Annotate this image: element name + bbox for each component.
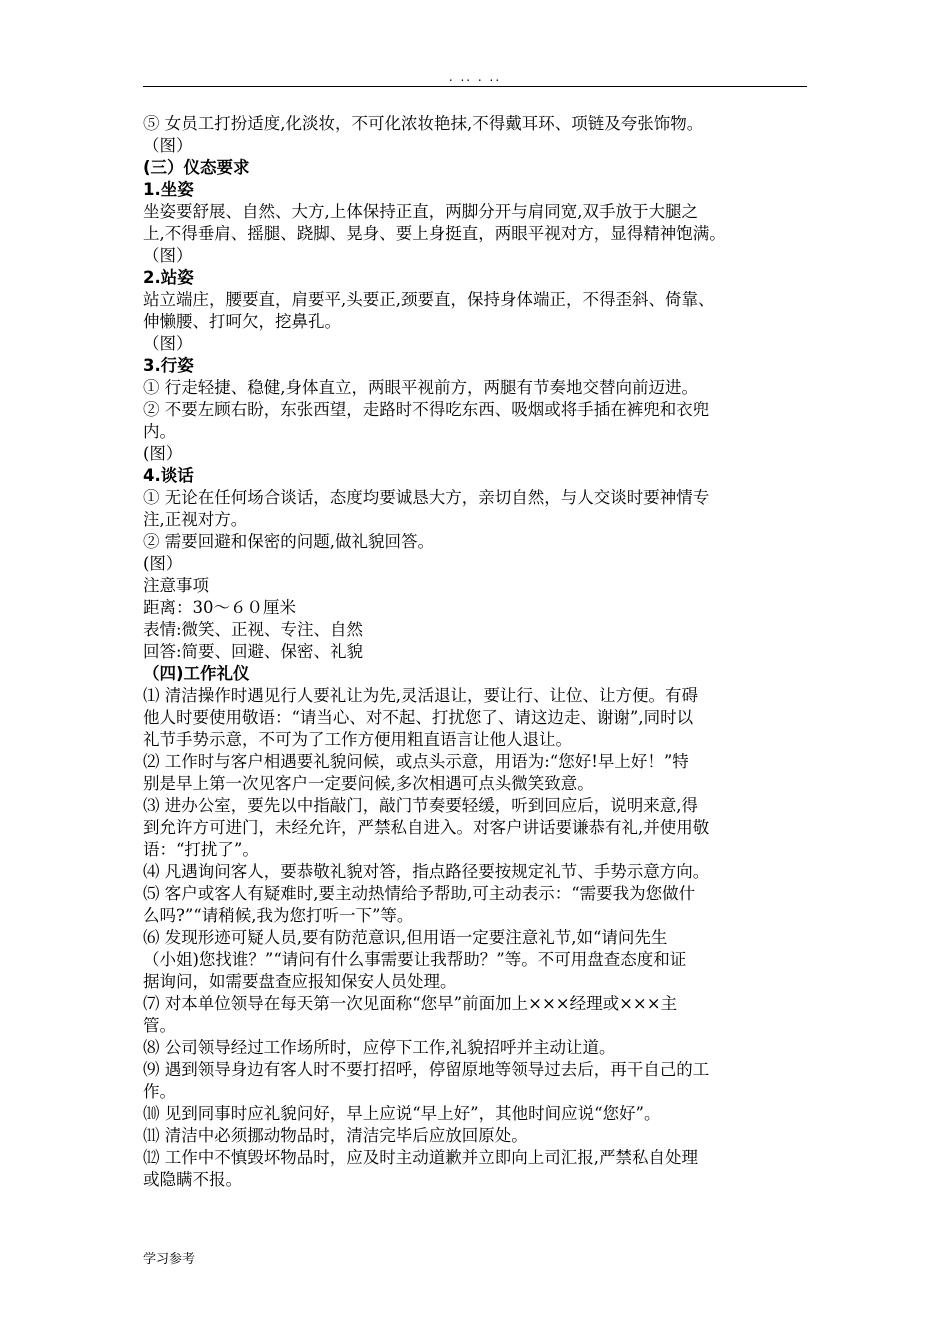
text-line: ① 行走轻捷、稳健,身体直立，两眼平视前方，两腿有节奏地交替向前迈进。 (143, 378, 698, 397)
text-line: (图） (143, 554, 183, 573)
text-line: ⑽ 见到同事时应礼貌问好，早上应说“早上好”，其他时间应说“您好”。 (143, 1104, 661, 1123)
text-line: 么吗?”“请稍候,我为您打听一下”等。 (143, 906, 414, 925)
text-line: (图） (143, 444, 183, 463)
text-line: ⑶ 进办公室，要先以中指敲门，敲门节奏要轻缓，听到回应后，说明来意,得 (143, 796, 698, 815)
text-line: 注,正视对方。 (143, 510, 248, 529)
text-line: 管。 (143, 1016, 176, 1035)
text-line: 表情:微笑、正视、专注、自然 (143, 620, 364, 639)
text-line: ⑼ 遇到领导身边有客人时不要打招呼，停留原地等领导过去后，再干自己的工 (143, 1060, 710, 1079)
text-line: ⑾ 清洁中必须挪动物品时，清洁完毕后应放回原处。 (143, 1126, 528, 1145)
text-line: 到允许方可进门，未经允许，严禁私自进入。对客户讲话要谦恭有礼,并使用敬 (143, 818, 710, 837)
text-line: 坐姿要舒展、自然、大方,上体保持正直，两脚分开与肩同宽,双手放于大腿之 (143, 202, 698, 221)
text-line: 上,不得垂肩、摇腿、跷脚、晃身、要上身挺直，两眼平视对方，显得精神饱满。 (143, 224, 726, 243)
text-line: 据询问，如需要盘查应报知保安人员处理。 (143, 972, 457, 991)
text-line: （图） (143, 246, 193, 265)
text-line: 作。 (143, 1082, 176, 1101)
text-line: 注意事项 (143, 576, 209, 595)
text-line: （图） (143, 136, 193, 155)
footer-text: 学习参考 (143, 1252, 196, 1267)
text-line: ⑸ 客户或客人有疑难时,要主动热情给予帮助,可主动表示：“需要我为您做什 (143, 884, 696, 903)
section-heading: 3.行姿 (143, 356, 194, 375)
header-dots: . .. . .. (448, 70, 502, 84)
text-line: 别是早上第一次见客户一定要问候,多次相遇可点头微笑致意。 (143, 774, 594, 793)
text-line: 站立端庄，腰要直，肩要平,头要正,颈要直，保持身体端正，不得歪斜、倚靠、 (143, 290, 715, 309)
text-line: 或隐瞒不报。 (143, 1170, 242, 1189)
text-line: ① 无论在任何场合谈话，态度均要诚恳大方，亲切自然，与人交谈时要神情专 (143, 488, 710, 507)
text-line: 语：“打扰了”。 (143, 840, 259, 859)
text-line: ⑷ 凡遇询问客人，要恭敬礼貌对答，指点路径要按规定礼节、手势示意方向。 (143, 862, 710, 881)
section-heading: (三）仪态要求 (143, 158, 250, 177)
text-line: ⑴ 清洁操作时遇见行人要礼让为先,灵活退让，要让行、让位、让方便。有碍 (143, 686, 698, 705)
text-line: 礼节手势示意，不可为了工作方便用粗直语言让他人退让。 (143, 730, 572, 749)
text-line: ⑹ 发现形迹可疑人员,要有防范意识,但用语一定要注意礼节,如“请问先生 (143, 928, 668, 947)
text-line: ⑿ 工作中不慎毁坏物品时，应及时主动道歉并立即向上司汇报,严禁私自处理 (143, 1148, 698, 1167)
text-line: 伸懒腰、打呵欠，挖鼻孔。 (143, 312, 341, 331)
text-line: 距离：30～６０厘米 (143, 598, 296, 617)
header-rule (143, 86, 807, 87)
text-line: （小姐)您找谁？”“请问有什么事需要让我帮助？”等。不可用盘查态度和证 (143, 950, 687, 969)
text-line: （图） (143, 334, 193, 353)
section-heading: 4.谈话 (143, 466, 194, 485)
document-body (143, 113, 811, 1191)
text-line: ② 需要回避和保密的问题,做礼貌回答。 (143, 532, 434, 551)
text-line: ⑵ 工作时与客户相遇要礼貌问候，或点头示意，用语为:“您好!早上好！”特 (143, 752, 689, 771)
text-line: 内。 (143, 422, 176, 441)
section-heading: 2.站姿 (143, 268, 194, 287)
text-line: 他人时要使用敬语：“请当心、对不起、打扰您了、请这边走、谢谢”,同时以 (143, 708, 694, 727)
section-heading: （四)工作礼仪 (143, 664, 250, 683)
text-line: ⑺ 对本单位领导在每天第一次见面称“您早”前面加上×××经理或×××主 (143, 994, 678, 1013)
text-line: ② 不要左顾右盼，东张西望，走路时不得吃东西、吸烟或将手插在裤兜和衣兜 (143, 400, 710, 419)
text-line: ⑻ 公司领导经过工作场所时，应停下工作,礼貌招呼并主动让道。 (143, 1038, 616, 1057)
section-heading: 1.坐姿 (143, 180, 194, 199)
text-line: ⑤ 女员工打扮适度,化淡妆，不可化浓妆艳抹,不得戴耳环、项链及夸张饰物。 (143, 114, 704, 133)
text-line: 回答:简要、回避、保密、礼貌 (143, 642, 364, 661)
